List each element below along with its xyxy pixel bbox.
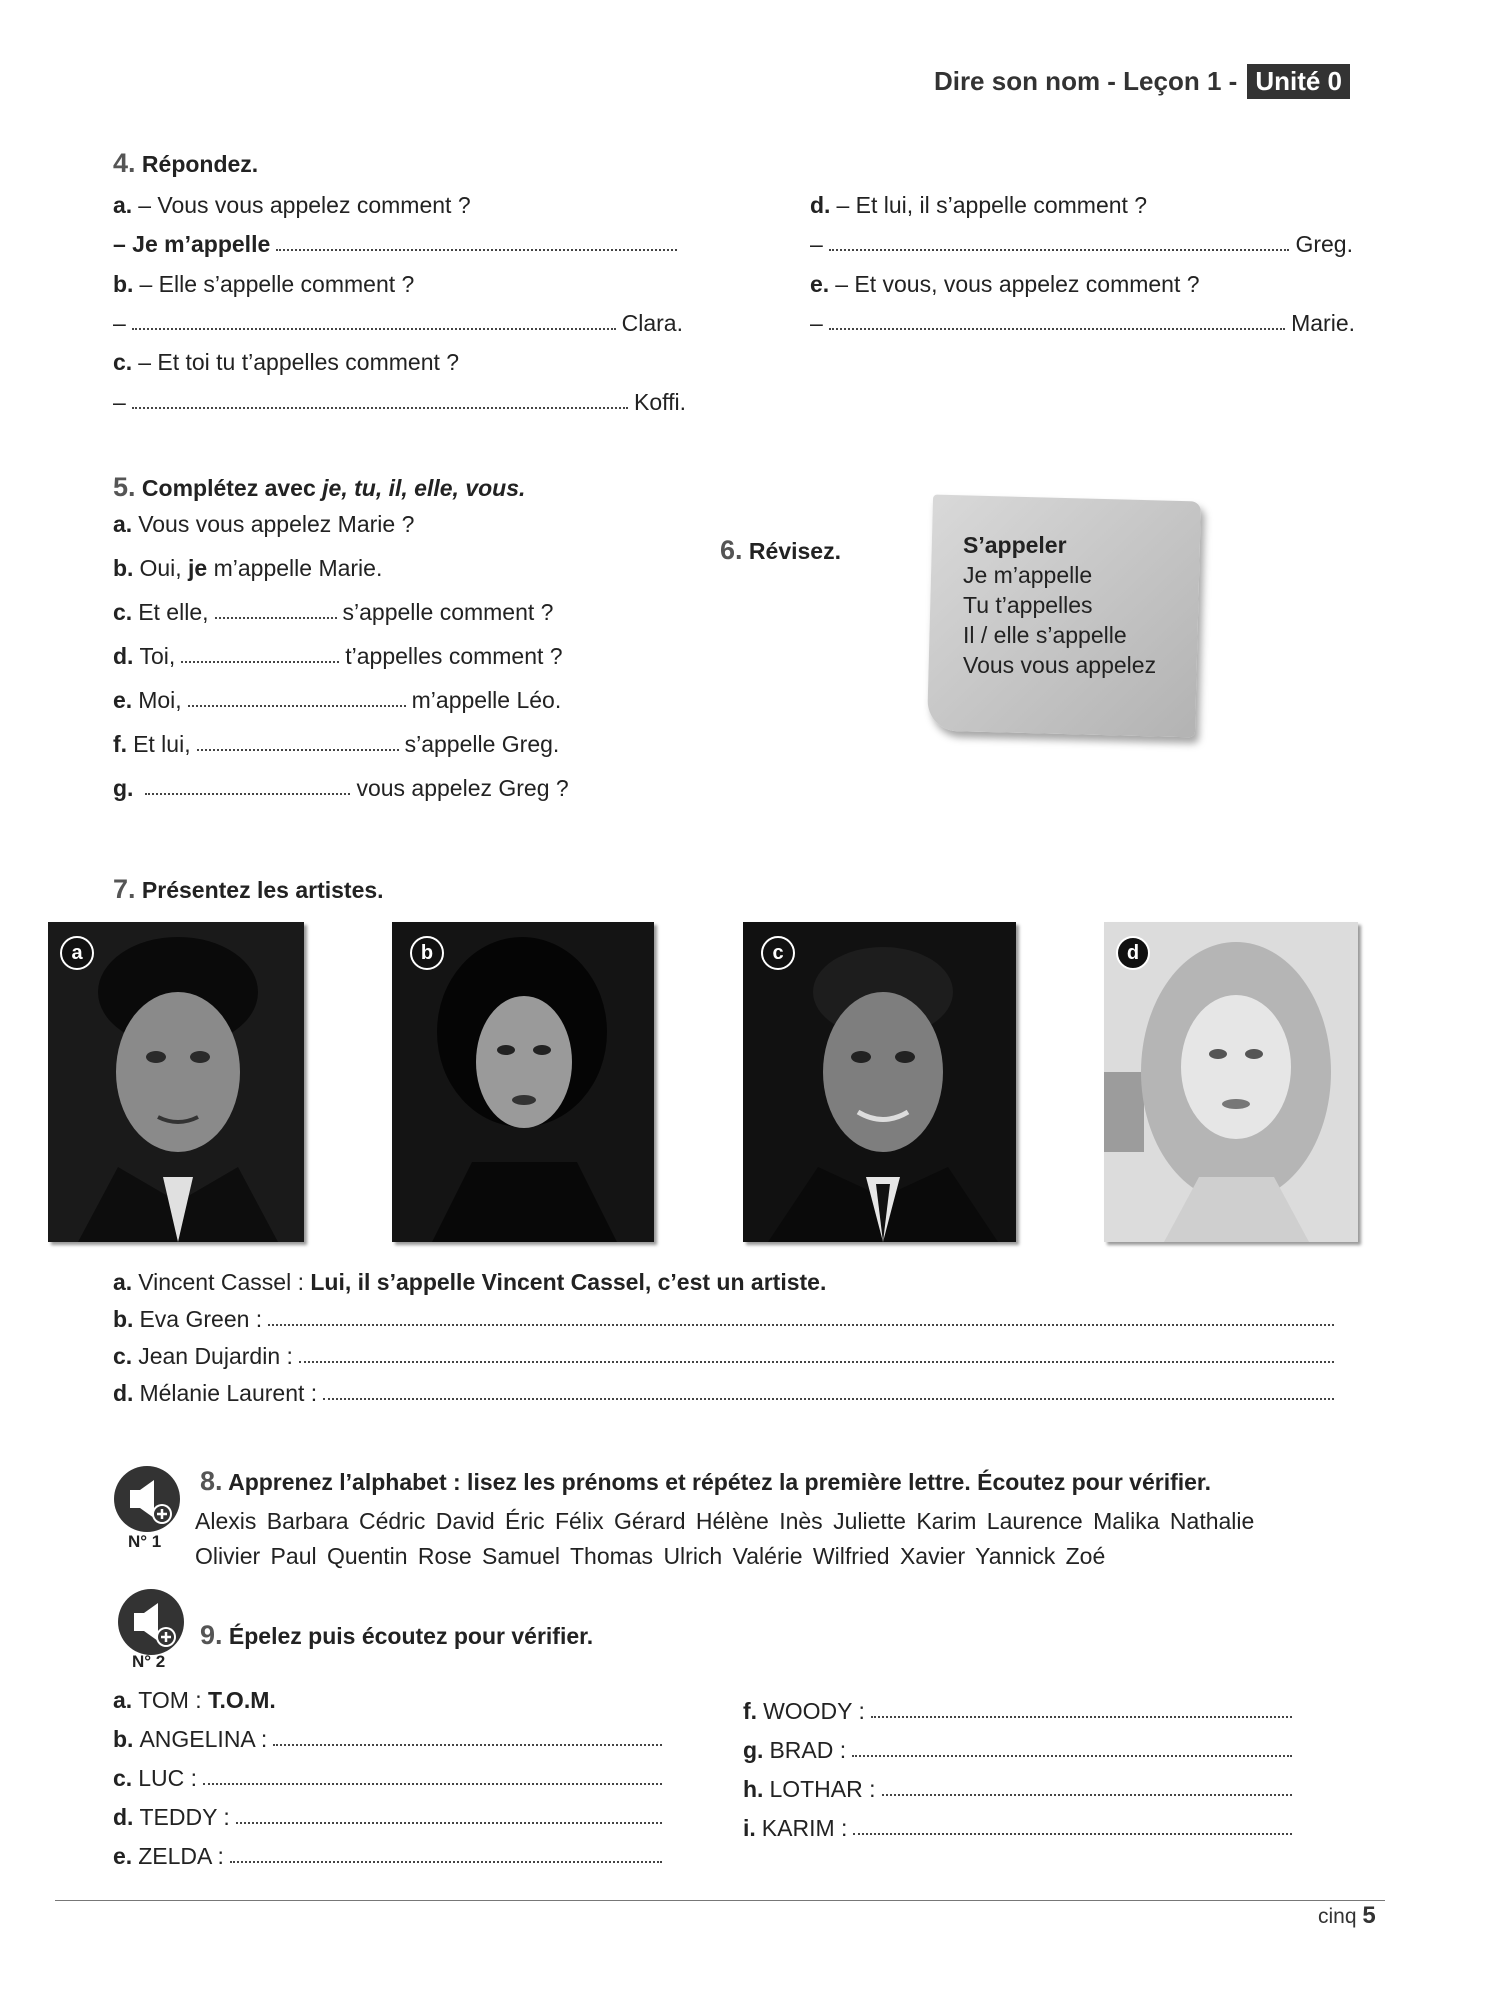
ex5-item-d[interactable] [113, 638, 563, 670]
photo-badge-c: c [761, 936, 795, 970]
spell-name: TOM : [138, 1687, 202, 1713]
ex5-heading: Complétez avec [141, 475, 316, 501]
photo-badge-a: a [60, 936, 94, 970]
answer-suffix: Clara. [621, 310, 683, 336]
page-word: cinq [1318, 1905, 1357, 1928]
item-label: f. [743, 1698, 758, 1724]
item-label: f. [113, 731, 128, 757]
item-label: d. [810, 192, 831, 218]
ex4-question-e [810, 266, 1380, 298]
spell-name: BRAD : [769, 1737, 847, 1763]
ex7-item-a [113, 1264, 826, 1296]
item-label: c. [113, 599, 133, 625]
item-post: m’appelle Léo. [411, 687, 562, 713]
spell-name: LUC : [138, 1765, 197, 1791]
example-answer: T.O.M. [208, 1687, 276, 1713]
item-label: e. [113, 1843, 133, 1869]
item-label: b. [113, 1306, 134, 1332]
answer-blank[interactable] [323, 1397, 1334, 1400]
answer-blank[interactable] [276, 248, 677, 251]
answer-blank[interactable] [181, 660, 339, 663]
item-label: g. [113, 775, 134, 801]
answer-blank[interactable] [882, 1793, 1292, 1796]
example-answer: Lui, il s’appelle Vincent Cassel, c’est un artiste. [310, 1269, 827, 1295]
portrait-illustration [1104, 922, 1358, 1242]
question-text: – Vous vous appelez comment ? [138, 192, 471, 218]
item-label: c. [113, 349, 133, 375]
item-label: d. [113, 643, 134, 669]
audio-track-1: N° 1 [128, 1532, 162, 1551]
unit-badge: Unité 0 [1247, 64, 1350, 99]
ex7-item-b[interactable] [113, 1301, 1340, 1333]
item-label: a. [113, 1687, 133, 1713]
ex8-heading: Apprenez l’alphabet : lisez les prénoms et répétez la première lettre. Écoutez pour vérifier. [228, 1469, 1212, 1495]
page-footer [1318, 1902, 1376, 1930]
ex4-question-a [113, 187, 693, 219]
answer-blank[interactable] [236, 1821, 662, 1824]
ex4-heading: Répondez. [141, 151, 259, 177]
answer-blank[interactable] [829, 327, 1285, 330]
answer-blank[interactable] [132, 406, 628, 409]
ex5-item-f[interactable] [113, 726, 559, 758]
item-post: vous appelez Greg ? [356, 775, 569, 801]
answer-blank[interactable] [829, 248, 1290, 251]
answer-suffix: Greg. [1295, 231, 1353, 257]
ex4-answer-c[interactable] [113, 384, 686, 416]
item-label: g. [743, 1737, 764, 1763]
ex9-item-h[interactable] [743, 1771, 1298, 1803]
ex9-number: 9. [200, 1620, 223, 1650]
ex4-question-b [113, 266, 693, 298]
ex9-item-b[interactable] [113, 1721, 668, 1753]
answer-blank[interactable] [230, 1860, 662, 1863]
item-post: m’appelle Marie. [213, 555, 383, 581]
ex9-item-g[interactable] [743, 1732, 1298, 1764]
item-label: b. [113, 555, 134, 581]
note-line: Tu t’appelles [963, 592, 1093, 618]
answer-blank[interactable] [132, 327, 616, 330]
question-text: – Elle s’appelle comment ? [139, 271, 415, 297]
revision-note-text [963, 530, 1156, 680]
item-pre: Oui, [139, 555, 182, 581]
answer-prefix: – [810, 310, 823, 336]
item-label: c. [113, 1765, 133, 1791]
item-pre: Et elle, [138, 599, 209, 625]
ex4-answer-d[interactable] [810, 226, 1353, 258]
ex6-heading: Révisez. [748, 538, 841, 564]
item-label: h. [743, 1776, 764, 1802]
page-header [934, 62, 1350, 100]
item-post: s’appelle comment ? [342, 599, 554, 625]
answer-blank[interactable] [299, 1360, 1334, 1363]
answer-blank[interactable] [203, 1782, 662, 1785]
answer-prefix: – [810, 231, 823, 257]
note-line: Il / elle s’appelle [963, 622, 1127, 648]
ex7-item-d[interactable] [113, 1375, 1340, 1407]
answer-prefix: – [113, 310, 126, 336]
question-text: – Et vous, vous appelez comment ? [835, 271, 1200, 297]
item-label: b. [113, 1726, 134, 1752]
item-label: d. [113, 1804, 134, 1830]
ex7-heading: Présentez les artistes. [141, 877, 384, 903]
item-text: Vous vous appelez Marie ? [138, 511, 415, 537]
answer-blank[interactable] [215, 616, 337, 619]
photo-eva-green [392, 922, 654, 1242]
answer-blank[interactable] [268, 1323, 1334, 1326]
item-label: e. [810, 271, 830, 297]
ex5-title [113, 472, 525, 503]
answer-blank[interactable] [188, 704, 406, 707]
ex6-number: 6. [720, 535, 743, 565]
answer-blank[interactable] [852, 1754, 1292, 1757]
portrait-illustration [48, 922, 304, 1242]
alphabet-names-row-2: Olivier Paul Quentin Rose Samuel Thomas Ulrich Valérie Wilfried Xavier Yannick Zoé [195, 1543, 1106, 1569]
ex4-title [113, 148, 258, 179]
note-line: Je m’appelle [963, 562, 1093, 588]
photo-jean-dujardin [743, 922, 1016, 1242]
alphabet-names-row-1: Alexis Barbara Cédric David Éric Félix Gérard Hélène Inès Juliette Karim Laurence Malika Nathalie [195, 1508, 1255, 1534]
answer-blank[interactable] [145, 792, 350, 795]
ex4-number: 4. [113, 148, 136, 178]
spell-name: LOTHAR : [769, 1776, 876, 1802]
ex5-item-g[interactable] [113, 770, 569, 802]
answer-suffix: Marie. [1291, 310, 1355, 336]
ex6-title [720, 535, 841, 566]
audio-speaker-icon[interactable] [116, 1587, 186, 1657]
spell-name: KARIM : [761, 1815, 848, 1841]
photo-vincent-cassel [48, 922, 304, 1242]
item-pre: Moi, [138, 687, 182, 713]
ex9-item-d[interactable] [113, 1799, 668, 1831]
audio-speaker-icon[interactable] [112, 1464, 182, 1534]
ex5-item-e[interactable] [113, 682, 561, 714]
artist-name: Mélanie Laurent : [139, 1380, 318, 1406]
item-label: e. [113, 687, 133, 713]
item-label: i. [743, 1815, 756, 1841]
artist-name: Eva Green : [139, 1306, 263, 1332]
artist-name: Jean Dujardin : [138, 1343, 293, 1369]
ex4-answer-a[interactable] [113, 226, 683, 258]
ex9-title [200, 1620, 593, 1651]
lesson-title: Dire son nom - Leçon 1 - [933, 65, 1238, 96]
answer-prefix: – [113, 389, 126, 415]
answer-blank[interactable] [273, 1743, 662, 1746]
note-line: Vous vous appelez [963, 652, 1157, 678]
item-pre: Et lui, [133, 731, 191, 757]
answer-blank[interactable] [197, 748, 399, 751]
item-label: a. [113, 192, 133, 218]
ex7-number: 7. [113, 874, 136, 904]
ex9-item-i[interactable] [743, 1810, 1298, 1842]
ex4-answer-e[interactable] [810, 305, 1355, 337]
spell-name: ANGELINA : [139, 1726, 268, 1752]
ex9-item-f[interactable] [743, 1693, 1298, 1725]
ex4-question-c [113, 344, 693, 376]
ex4-answer-b[interactable] [113, 305, 683, 337]
question-text: – Et lui, il s’appelle comment ? [836, 192, 1148, 218]
ex5-item-c[interactable] [113, 594, 553, 626]
item-label: b. [113, 271, 134, 297]
spell-name: TEDDY : [139, 1804, 230, 1830]
item-label: c. [113, 1343, 133, 1369]
item-pre: Toi, [139, 643, 176, 669]
item-post: s’appelle Greg. [404, 731, 560, 757]
page-number: 5 [1362, 1902, 1376, 1929]
ex8-title [200, 1466, 1211, 1497]
item-post: t’appelles comment ? [345, 643, 563, 669]
ex9-heading: Épelez puis écoutez pour vérifier. [228, 1623, 594, 1649]
ex9-item-a [113, 1682, 276, 1714]
item-label: a. [113, 1269, 133, 1295]
question-text: – Et toi tu t’appelles comment ? [138, 349, 460, 375]
portrait-illustration [743, 922, 1016, 1242]
ex7-item-c[interactable] [113, 1338, 1340, 1370]
answer-blank[interactable] [853, 1832, 1292, 1835]
photo-badge-d: d [1116, 936, 1150, 970]
ex9-item-e[interactable] [113, 1838, 668, 1870]
ex8-number: 8. [200, 1466, 223, 1496]
audio-track-2: N° 2 [132, 1652, 166, 1671]
answer-suffix: Koffi. [634, 389, 686, 415]
spell-name: WOODY : [763, 1698, 865, 1724]
footer-divider [55, 1900, 1385, 1901]
item-label: a. [113, 511, 133, 537]
note-heading: S’appeler [963, 532, 1067, 558]
ex5-item-b [113, 550, 382, 582]
item-label: d. [113, 1380, 134, 1406]
artist-name: Vincent Cassel : [138, 1269, 304, 1295]
ex7-title [113, 874, 384, 905]
photo-melanie-laurent [1104, 922, 1358, 1242]
answer-prefix: – Je m’appelle [113, 231, 271, 257]
photo-badge-b: b [410, 936, 444, 970]
ex9-item-c[interactable] [113, 1760, 668, 1792]
item-answer: je [188, 555, 208, 581]
answer-blank[interactable] [871, 1715, 1292, 1718]
ex4-question-d [810, 187, 1380, 219]
ex5-item-a [113, 506, 414, 538]
ex5-pronouns: je, tu, il, elle, vous. [322, 475, 526, 501]
portrait-illustration [392, 922, 654, 1242]
ex5-number: 5. [113, 472, 136, 502]
spell-name: ZELDA : [138, 1843, 224, 1869]
